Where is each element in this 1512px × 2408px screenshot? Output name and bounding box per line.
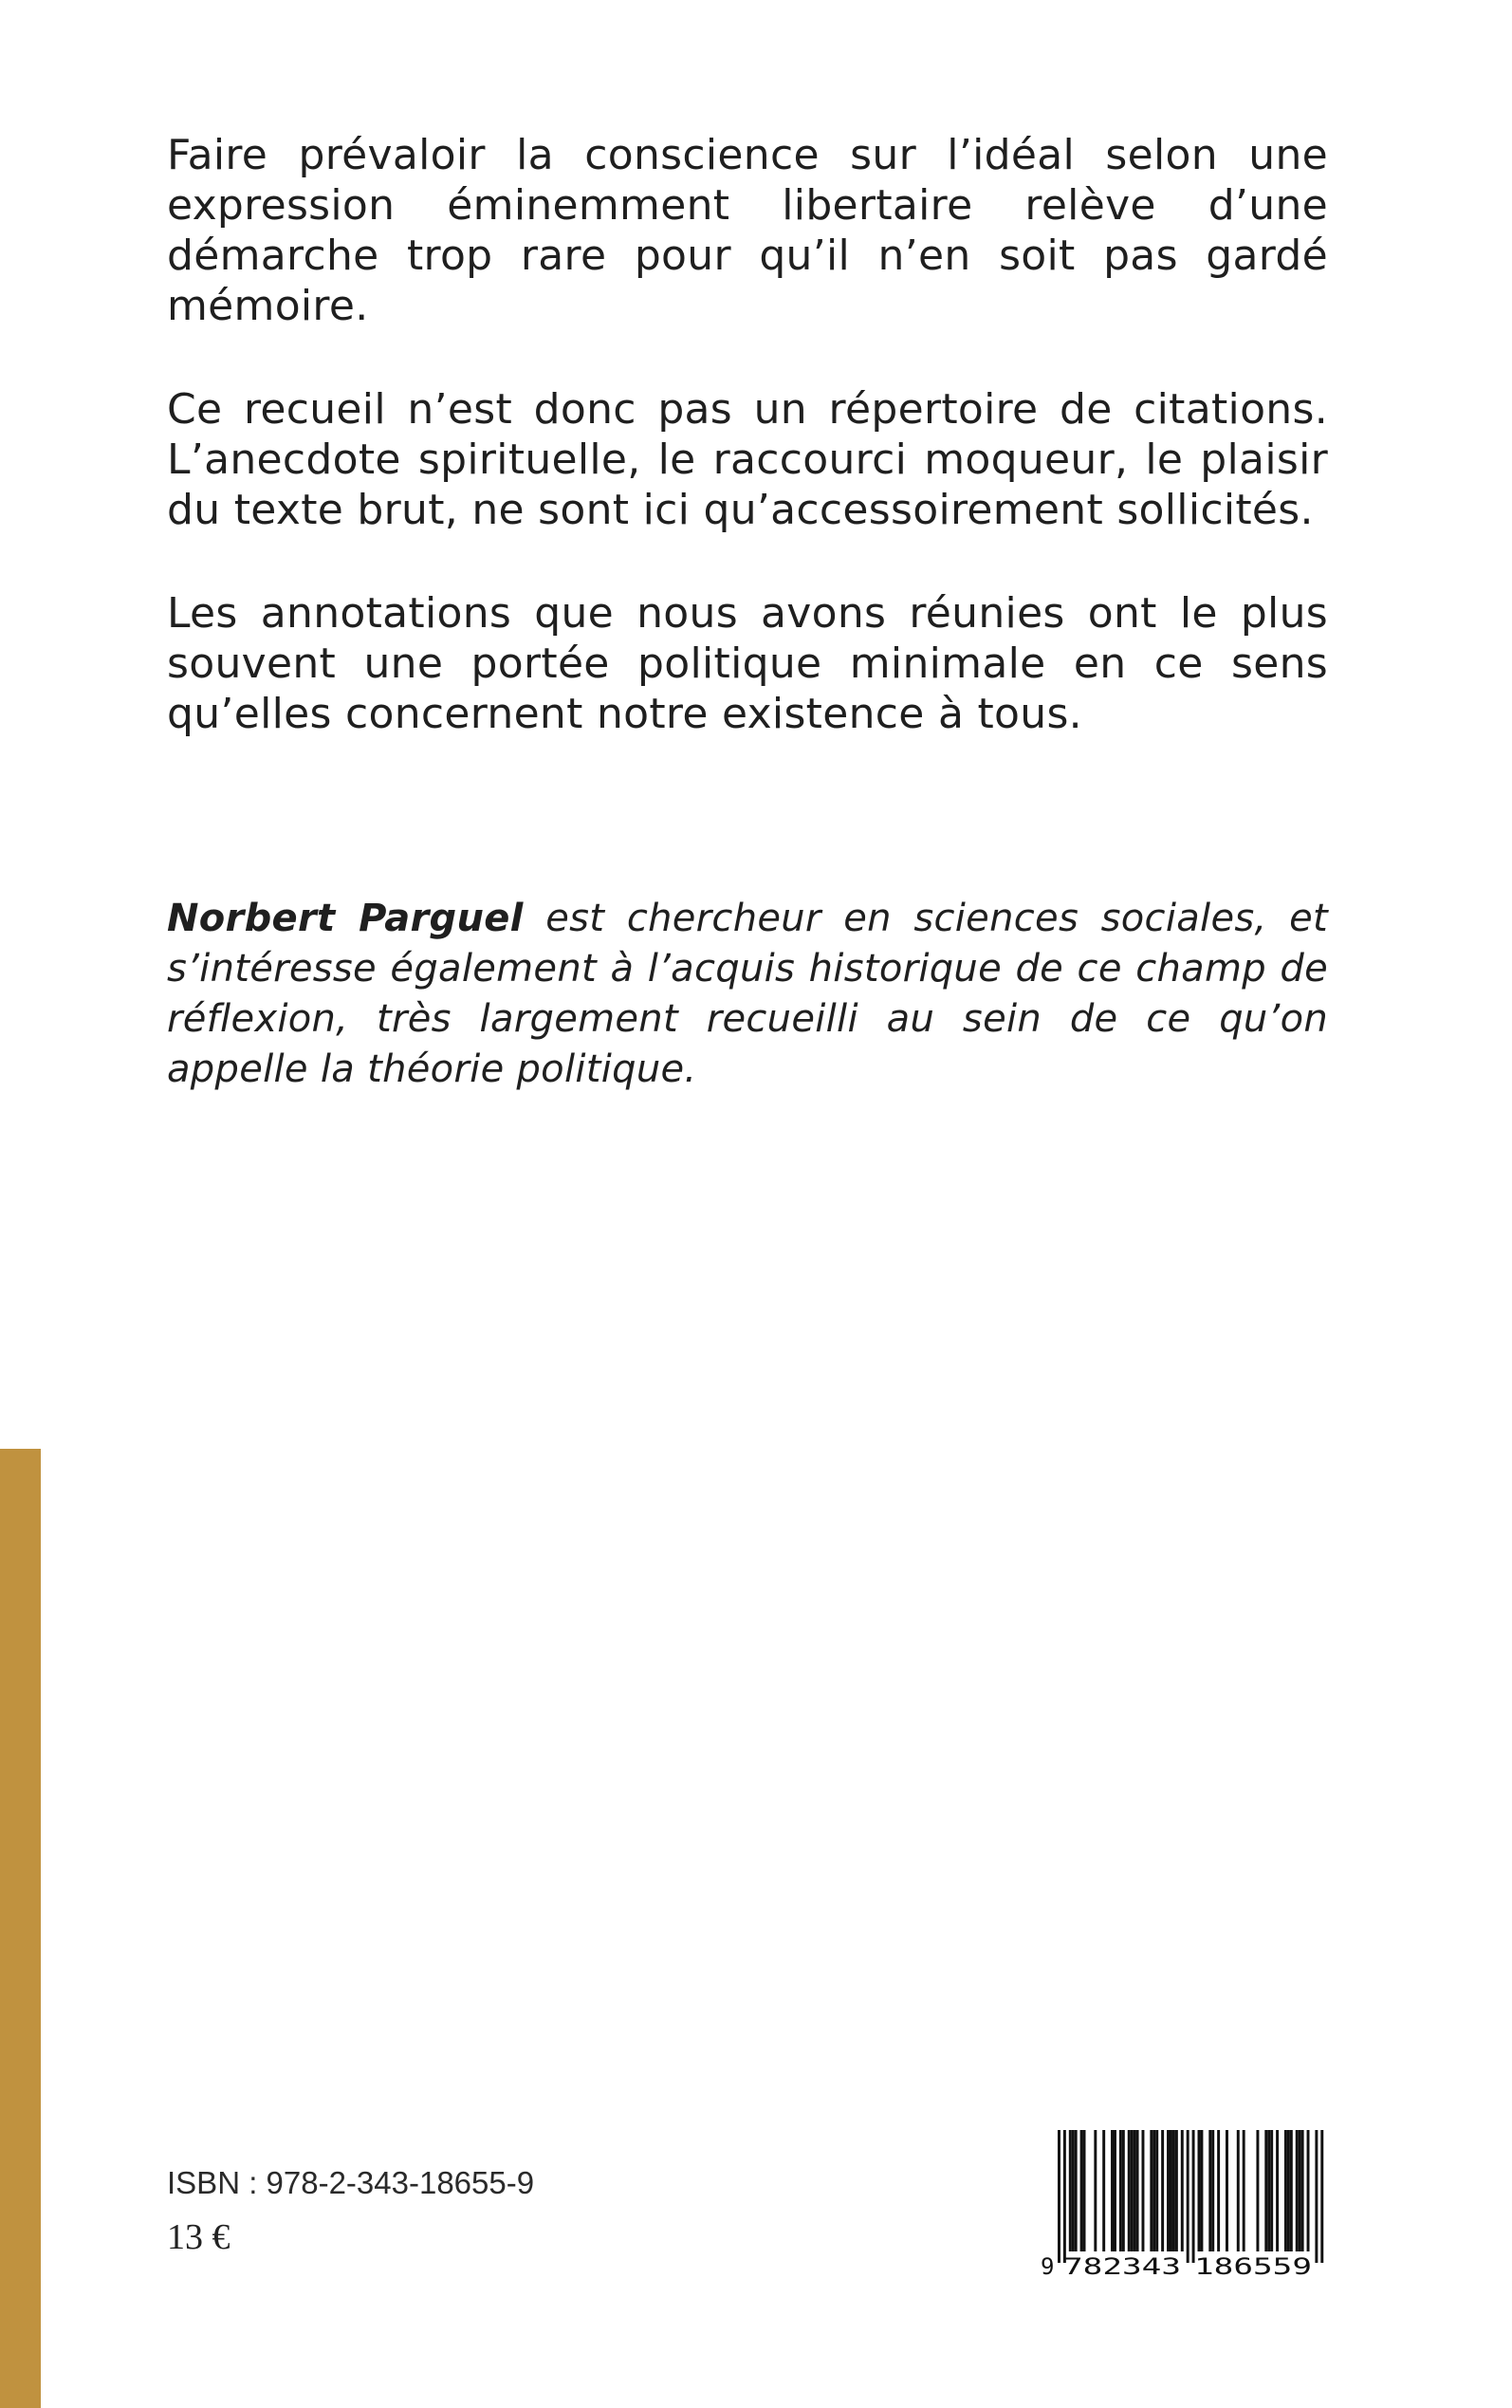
barcode-bar bbox=[1155, 2130, 1158, 2251]
barcode-bar bbox=[1072, 2130, 1075, 2251]
author-bio bbox=[167, 894, 1328, 1095]
barcode-group-1: 782343 bbox=[1063, 2253, 1181, 2278]
barcode-bar bbox=[1290, 2130, 1293, 2251]
barcode-bar bbox=[1256, 2130, 1259, 2251]
barcode-bar bbox=[1187, 2130, 1189, 2263]
barcode-bar bbox=[1152, 2130, 1155, 2251]
barcode-bar bbox=[1200, 2130, 1203, 2251]
paragraph-1: Faire prévaloir la conscience sur l’idéal selon une expression éminemment libertaire relève d’une démarche trop rare pour qu’il n’en soit pas gardé mémoire. bbox=[167, 131, 1328, 330]
barcode-bar bbox=[1131, 2130, 1134, 2251]
barcode-bar bbox=[1058, 2130, 1060, 2263]
barcode-bar bbox=[1320, 2130, 1323, 2263]
barcode-bar bbox=[1301, 2130, 1304, 2251]
paragraph-2: Ce recueil n’est donc pas un répertoire de citations. L’anecdote spirituelle, le raccourci moqueur, le plaisir du texte brut, ne sont ici qu’accessoirement sollicités. bbox=[167, 385, 1328, 534]
isbn-label: ISBN : 978-2-343-18655-9 bbox=[167, 2165, 535, 2200]
barcode-group-2: 186559 bbox=[1194, 2253, 1312, 2278]
barcode-bar bbox=[1134, 2130, 1136, 2251]
barcode-bar bbox=[1094, 2130, 1097, 2251]
barcode-bar bbox=[1069, 2130, 1072, 2251]
barcode-bar bbox=[1276, 2130, 1279, 2251]
barcode-bar bbox=[1161, 2130, 1164, 2251]
barcode-bar bbox=[1243, 2130, 1245, 2251]
paragraph-3: Les annotations que nous avons réunies ont le plus souvent une portée politique minimale en ce sens qu’elles concernent notre existence à tous. bbox=[167, 589, 1328, 738]
barcode-bar bbox=[1150, 2130, 1152, 2251]
barcode bbox=[1039, 2126, 1335, 2278]
barcode-bars bbox=[1058, 2130, 1323, 2263]
barcode-bar bbox=[1217, 2130, 1220, 2251]
barcode-bar bbox=[1063, 2130, 1066, 2263]
barcode-bar bbox=[1167, 2130, 1170, 2251]
barcode-bar bbox=[1128, 2130, 1131, 2251]
barcode-bar bbox=[1192, 2130, 1195, 2263]
spine-accent-bar bbox=[0, 1449, 41, 2408]
barcode-bar bbox=[1122, 2130, 1125, 2251]
barcode-bar bbox=[1237, 2130, 1240, 2251]
author-name: Norbert Parguel bbox=[167, 897, 524, 940]
barcode-bar bbox=[1142, 2130, 1145, 2251]
barcode-bar bbox=[1080, 2130, 1083, 2251]
price-label: 13 € bbox=[167, 2217, 230, 2257]
barcode-bar bbox=[1114, 2130, 1116, 2251]
barcode-bar bbox=[1299, 2130, 1301, 2251]
barcode-bar bbox=[1264, 2130, 1267, 2251]
barcode-bar bbox=[1267, 2130, 1270, 2251]
barcode-bar bbox=[1175, 2130, 1178, 2251]
barcode-bar bbox=[1208, 2130, 1211, 2251]
barcode-bar bbox=[1270, 2130, 1273, 2251]
barcode-bar bbox=[1315, 2130, 1318, 2263]
barcode-bar bbox=[1119, 2130, 1122, 2251]
barcode-bar bbox=[1136, 2130, 1139, 2251]
barcode-bar bbox=[1170, 2130, 1172, 2251]
barcode-bar bbox=[1075, 2130, 1078, 2251]
author-bio-text: est chercheur en sciences sociales, et s’intéresse également à l’acquis historique de ce champ de réflexion, très largement recueilli au sein de ce qu’on appelle la théorie politique. bbox=[167, 897, 1328, 1091]
barcode-graphic bbox=[1039, 2126, 1335, 2278]
barcode-bar bbox=[1287, 2130, 1290, 2251]
barcode-bar bbox=[1296, 2130, 1299, 2251]
barcode-bar bbox=[1307, 2130, 1310, 2251]
barcode-bar bbox=[1284, 2130, 1287, 2251]
barcode-bar bbox=[1111, 2130, 1114, 2251]
barcode-bar bbox=[1102, 2130, 1105, 2251]
barcode-bar bbox=[1226, 2130, 1228, 2251]
barcode-bar bbox=[1181, 2130, 1184, 2251]
barcode-bar bbox=[1198, 2130, 1201, 2251]
barcode-bar bbox=[1172, 2130, 1175, 2251]
barcode-first-digit: 9 bbox=[1041, 2253, 1055, 2278]
barcode-bar bbox=[1211, 2130, 1214, 2251]
barcode-bar bbox=[1083, 2130, 1086, 2251]
